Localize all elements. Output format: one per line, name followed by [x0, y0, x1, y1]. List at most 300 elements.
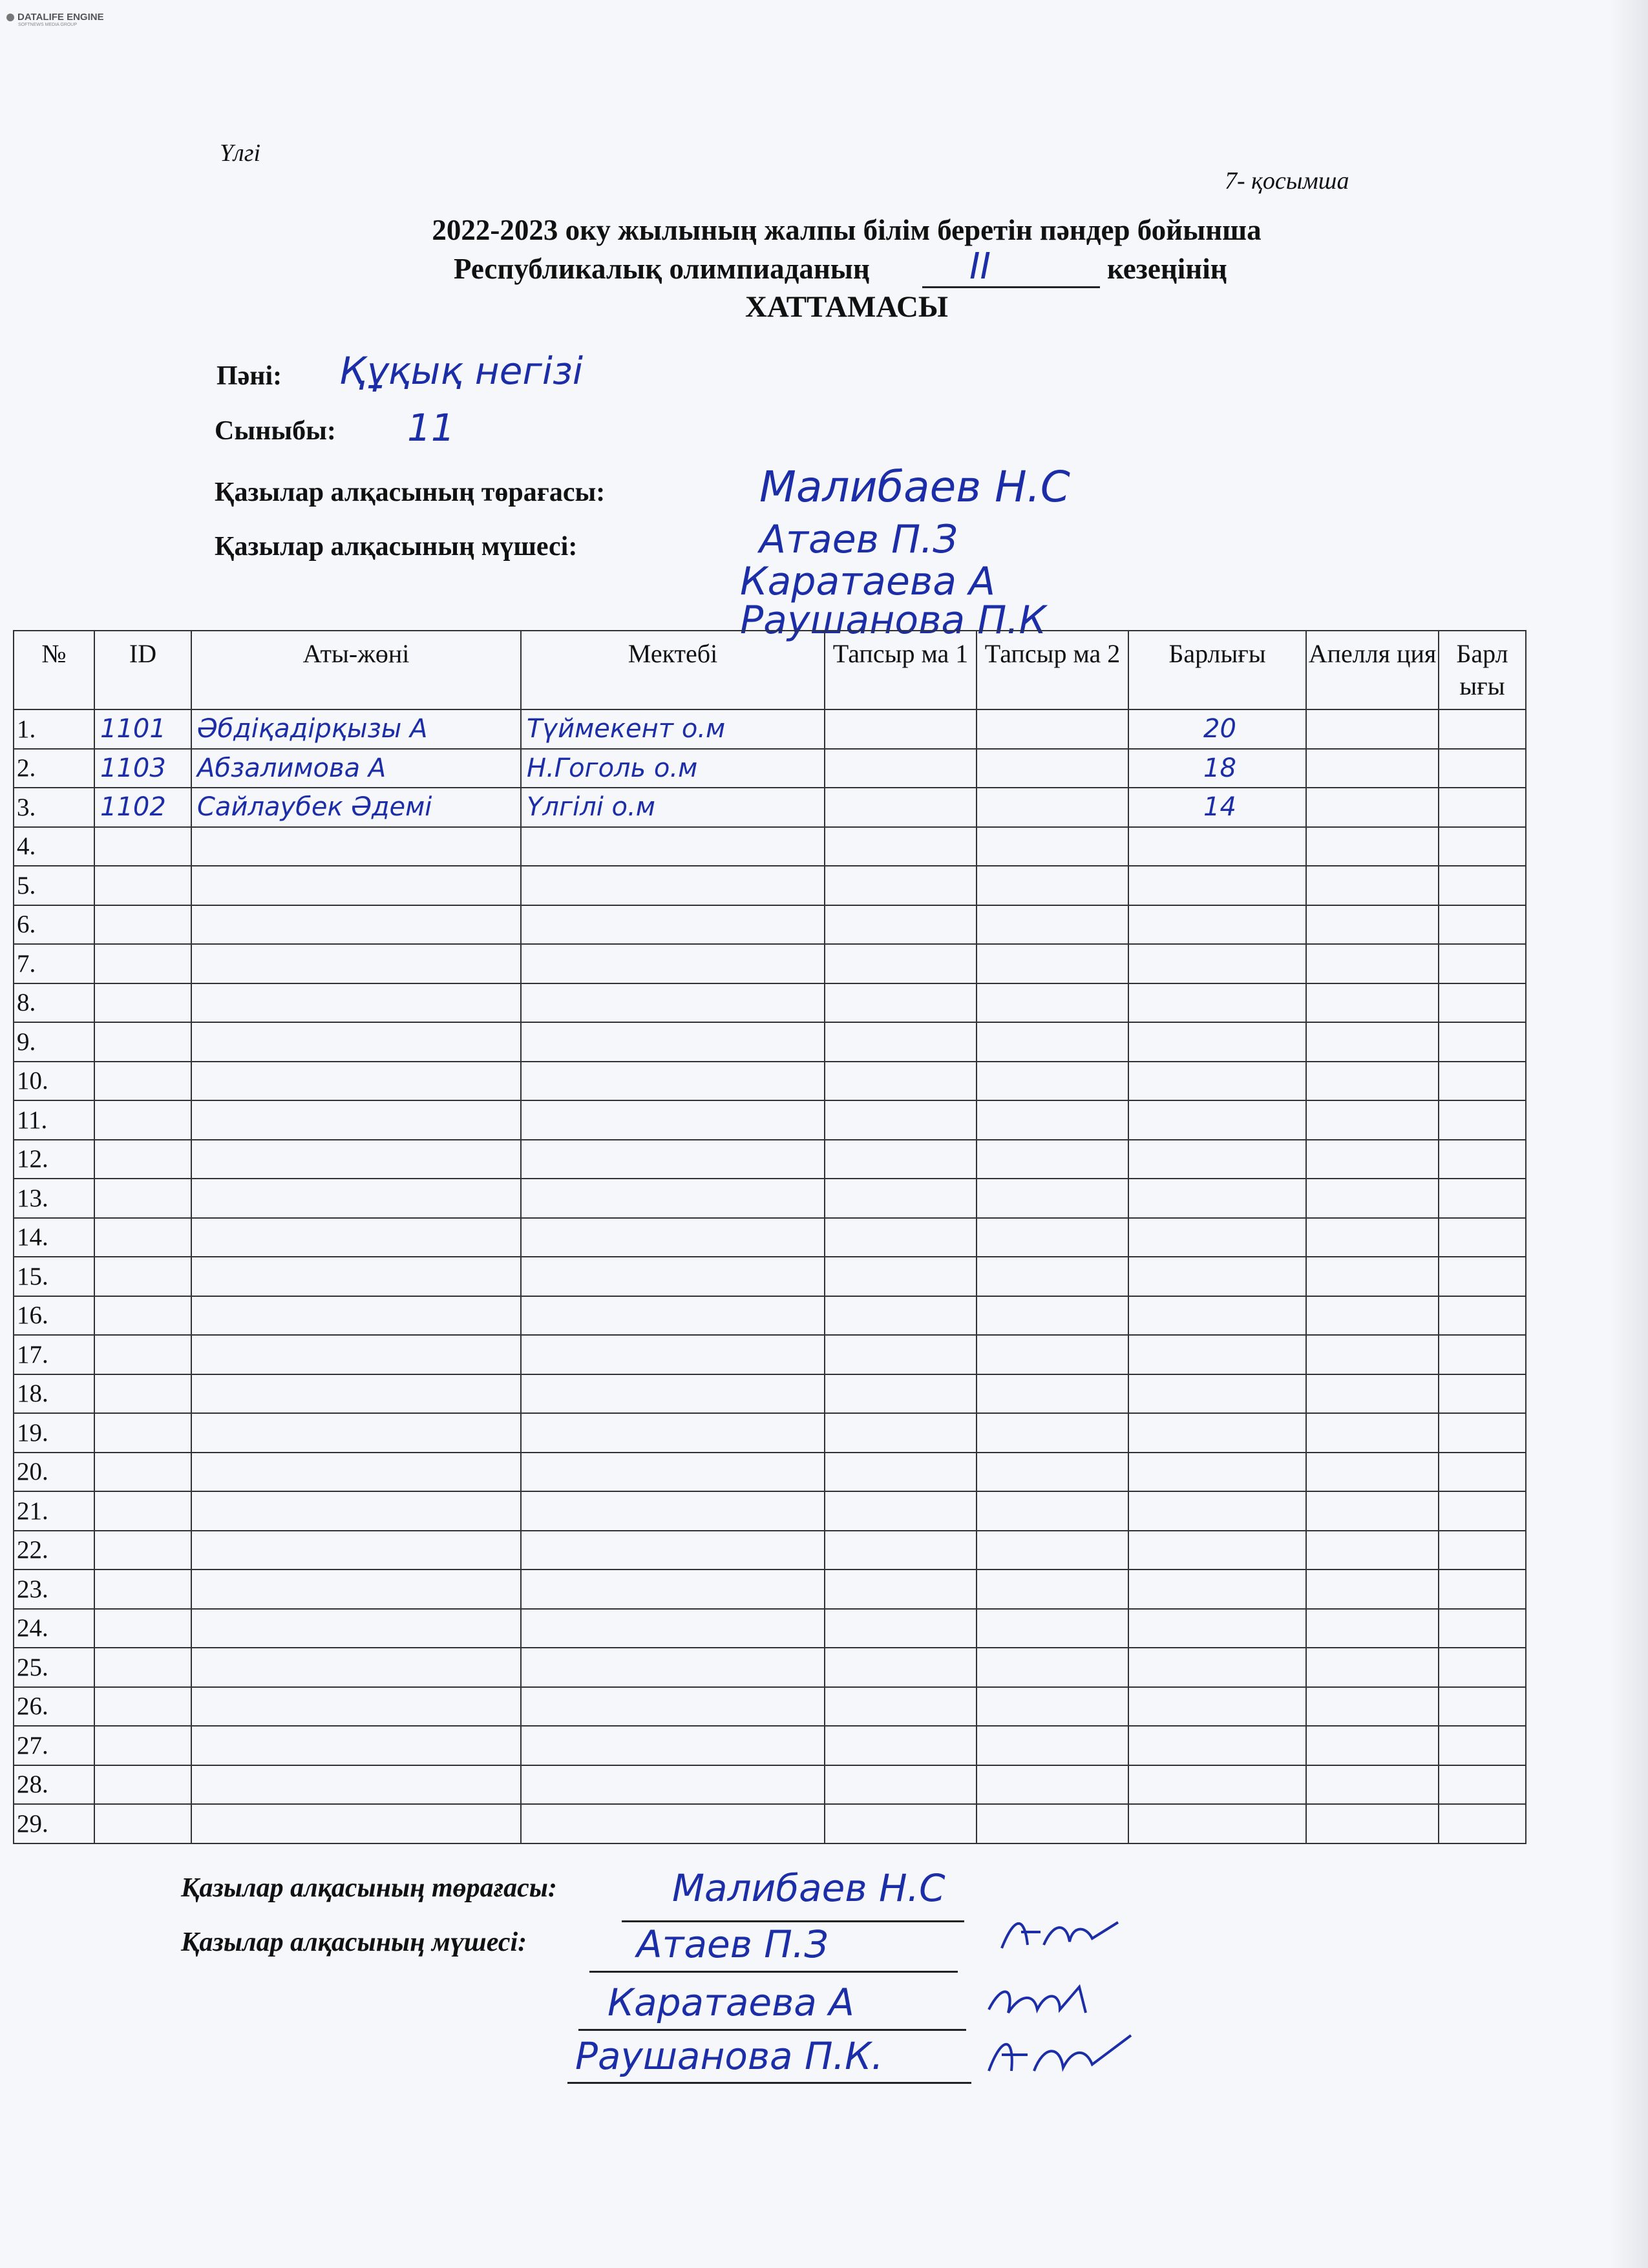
row-number: 25. [14, 1648, 94, 1687]
task-2-score [977, 1257, 1128, 1296]
school-name [521, 1218, 825, 1257]
total-score [1128, 1100, 1306, 1140]
title-line-1: 2022-2023 оку жылының жалпы білім беретін пәндер бойынша [432, 214, 1262, 246]
footer-member-2: Каратаева А [607, 1980, 854, 2024]
table-header-row [14, 631, 1526, 709]
student-id [94, 1648, 191, 1687]
student-name: Әбдіқадірқызы А [191, 709, 521, 749]
appeal-score [1306, 1531, 1439, 1570]
final-total [1439, 1413, 1526, 1453]
table-row [14, 788, 1526, 827]
student-name [191, 1140, 521, 1179]
final-total [1439, 1022, 1526, 1062]
final-total [1439, 1374, 1526, 1414]
table-row [14, 983, 1526, 1023]
student-name [191, 1726, 521, 1765]
row-number: 19. [14, 1413, 94, 1453]
final-total [1439, 1765, 1526, 1805]
col-task-1: Тапсыр ма 1 [825, 631, 977, 709]
col-final-total: Барл ығы [1439, 631, 1526, 709]
school-name [521, 1609, 825, 1648]
watermark-sub: SOFTNEWS MEDIA GROUP [18, 23, 78, 27]
student-id [94, 827, 191, 866]
task-1-score [825, 1296, 977, 1336]
row-number: 29. [14, 1804, 94, 1843]
student-id [94, 1257, 191, 1296]
appeal-score [1306, 1453, 1439, 1492]
school-name [521, 1453, 825, 1492]
results-table [13, 630, 1527, 1844]
school-name [521, 1726, 825, 1765]
table-row [14, 1296, 1526, 1336]
student-id [94, 1726, 191, 1765]
footer-member-label: Қазылар алқасының мүшесі: [181, 1927, 527, 1957]
scan-edge-shadow [1609, 0, 1648, 2268]
student-id [94, 1374, 191, 1414]
student-name [191, 1179, 521, 1218]
school-name: Үлгілі о.м [521, 788, 825, 827]
row-number: 16. [14, 1296, 94, 1336]
table-row [14, 1804, 1526, 1843]
school-name [521, 1022, 825, 1062]
member-1: Атаев П.З [759, 517, 958, 562]
appeal-score [1306, 1413, 1439, 1453]
school-name [521, 1335, 825, 1374]
table-row [14, 709, 1526, 749]
table-row [14, 1491, 1526, 1531]
task-1-score [825, 1453, 977, 1492]
student-name [191, 905, 521, 945]
task-2-score [977, 1804, 1128, 1843]
final-total [1439, 1140, 1526, 1179]
row-number: 27. [14, 1726, 94, 1765]
total-score [1128, 1335, 1306, 1374]
task-1-score [825, 749, 977, 788]
task-2-score [977, 788, 1128, 827]
student-id [94, 1687, 191, 1727]
student-id [94, 983, 191, 1023]
final-total [1439, 1491, 1526, 1531]
student-name: Абзалимова А [191, 749, 521, 788]
appeal-score [1306, 1335, 1439, 1374]
student-name [191, 944, 521, 983]
member-3: Раушанова П.К [740, 598, 1047, 643]
chair-label: Қазылар алқасының төрағасы: [215, 478, 606, 507]
school-name [521, 1374, 825, 1414]
task-2-score [977, 1609, 1128, 1648]
appeal-score [1306, 1804, 1439, 1843]
student-id [94, 1062, 191, 1101]
appeal-score [1306, 1062, 1439, 1101]
student-name [191, 1022, 521, 1062]
appendix-label: 7- қосымша [1225, 167, 1349, 194]
appeal-score [1306, 1687, 1439, 1727]
task-1-score [825, 788, 977, 827]
member-2: Каратаева А [740, 559, 996, 604]
student-name [191, 1491, 521, 1531]
table-row [14, 1726, 1526, 1765]
signature-1 [995, 1909, 1125, 1961]
total-score [1128, 1531, 1306, 1570]
footer-member-1: Атаев П.З [637, 1922, 829, 1966]
table-row [14, 1609, 1526, 1648]
task-1-score [825, 709, 977, 749]
final-total [1439, 1609, 1526, 1648]
final-total [1439, 1570, 1526, 1609]
table-row [14, 827, 1526, 866]
school-name [521, 1531, 825, 1570]
table-row [14, 1179, 1526, 1218]
task-2-score [977, 1687, 1128, 1727]
footer-chair-value: Малибаев Н.С [672, 1866, 945, 1910]
table-row [14, 1062, 1526, 1101]
student-name [191, 1570, 521, 1609]
appeal-score [1306, 709, 1439, 749]
task-2-score [977, 1296, 1128, 1336]
task-1-score [825, 1413, 977, 1453]
student-id: 1103 [94, 749, 191, 788]
total-score [1128, 1257, 1306, 1296]
watermark-logo-icon [6, 14, 14, 21]
school-name [521, 944, 825, 983]
appeal-score [1306, 1179, 1439, 1218]
task-2-score [977, 1453, 1128, 1492]
appeal-score [1306, 983, 1439, 1023]
student-id [94, 866, 191, 905]
total-score [1128, 1140, 1306, 1179]
task-1-score [825, 1257, 977, 1296]
school-name: Түймекент о.м [521, 709, 825, 749]
student-name [191, 1062, 521, 1101]
table-row [14, 1531, 1526, 1570]
student-name [191, 1687, 521, 1727]
school-name [521, 1687, 825, 1727]
table-row [14, 905, 1526, 945]
table-row [14, 1140, 1526, 1179]
row-number: 17. [14, 1335, 94, 1374]
task-2-score [977, 1648, 1128, 1687]
row-number: 5. [14, 866, 94, 905]
school-name: Н.Гоголь о.м [521, 749, 825, 788]
school-name [521, 866, 825, 905]
appeal-score [1306, 1100, 1439, 1140]
task-2-score [977, 1726, 1128, 1765]
total-score [1128, 1179, 1306, 1218]
school-name [521, 1062, 825, 1101]
student-name [191, 1648, 521, 1687]
school-name [521, 983, 825, 1023]
appeal-score [1306, 1491, 1439, 1531]
appeal-score [1306, 905, 1439, 945]
student-id [94, 1218, 191, 1257]
task-1-score [825, 1726, 977, 1765]
final-total [1439, 1100, 1526, 1140]
student-name [191, 1296, 521, 1336]
task-1-score [825, 1531, 977, 1570]
appeal-score [1306, 1140, 1439, 1179]
task-1-score [825, 866, 977, 905]
school-name [521, 1648, 825, 1687]
task-1-score [825, 1062, 977, 1101]
table-row [14, 1570, 1526, 1609]
final-total [1439, 1062, 1526, 1101]
appeal-score [1306, 1218, 1439, 1257]
table-row [14, 1218, 1526, 1257]
student-id [94, 1413, 191, 1453]
school-name [521, 1179, 825, 1218]
row-number: 10. [14, 1062, 94, 1101]
final-total [1439, 1257, 1526, 1296]
task-1-score [825, 983, 977, 1023]
task-2-score [977, 1531, 1128, 1570]
task-2-score [977, 1140, 1128, 1179]
school-name [521, 1804, 825, 1843]
task-1-score [825, 1648, 977, 1687]
task-2-score [977, 1218, 1128, 1257]
task-1-score [825, 1765, 977, 1805]
title-line-2-start: Республикалық олимпиаданың [454, 253, 870, 285]
table-row [14, 1100, 1526, 1140]
appeal-score [1306, 1570, 1439, 1609]
title-line-2-end: кезеңінің [1107, 253, 1227, 285]
school-name [521, 1570, 825, 1609]
chair-value: Малибаев Н.С [759, 462, 1070, 512]
col-id: ID [94, 631, 191, 709]
final-total [1439, 1531, 1526, 1570]
task-2-score [977, 827, 1128, 866]
row-number: 13. [14, 1179, 94, 1218]
final-total [1439, 709, 1526, 749]
row-number: 3. [14, 788, 94, 827]
appeal-score [1306, 827, 1439, 866]
row-number: 26. [14, 1687, 94, 1727]
final-total [1439, 983, 1526, 1023]
total-score [1128, 1765, 1306, 1805]
task-2-score [977, 1491, 1128, 1531]
student-id [94, 1491, 191, 1531]
student-id: 1102 [94, 788, 191, 827]
task-2-score [977, 709, 1128, 749]
row-number: 6. [14, 905, 94, 945]
col-number: № [14, 631, 94, 709]
table-row [14, 1022, 1526, 1062]
total-score: 18 [1128, 749, 1306, 788]
appeal-score [1306, 1648, 1439, 1687]
school-name [521, 1140, 825, 1179]
footer-chair-label: Қазылар алқасының төрағасы: [181, 1873, 557, 1903]
watermark [6, 12, 104, 27]
task-2-score [977, 866, 1128, 905]
task-1-score [825, 1335, 977, 1374]
school-name [521, 827, 825, 866]
student-id [94, 1765, 191, 1805]
task-2-score [977, 1335, 1128, 1374]
total-score [1128, 827, 1306, 866]
final-total [1439, 827, 1526, 866]
row-number: 18. [14, 1374, 94, 1414]
row-number: 1. [14, 709, 94, 749]
school-name [521, 905, 825, 945]
student-id [94, 1022, 191, 1062]
appeal-score [1306, 1257, 1439, 1296]
student-id [94, 1100, 191, 1140]
final-total [1439, 749, 1526, 788]
task-2-score [977, 1022, 1128, 1062]
school-name [521, 1413, 825, 1453]
total-score [1128, 1648, 1306, 1687]
stage-value: ІІ [969, 246, 991, 288]
table-row [14, 1765, 1526, 1805]
final-total [1439, 1648, 1526, 1687]
student-id [94, 1453, 191, 1492]
appeal-score [1306, 749, 1439, 788]
task-1-score [825, 1022, 977, 1062]
row-number: 8. [14, 983, 94, 1023]
table-row [14, 1335, 1526, 1374]
student-id [94, 1531, 191, 1570]
final-total [1439, 1687, 1526, 1727]
final-total [1439, 1335, 1526, 1374]
task-1-score [825, 827, 977, 866]
task-1-score [825, 1140, 977, 1179]
row-number: 15. [14, 1257, 94, 1296]
student-id [94, 1140, 191, 1179]
table-row [14, 1413, 1526, 1453]
task-1-score [825, 1570, 977, 1609]
subject-value: Құқық негізі [339, 349, 583, 393]
subject-label: Пәні: [217, 361, 282, 391]
task-1-score [825, 1374, 977, 1414]
student-id [94, 1804, 191, 1843]
stage-underline [922, 255, 1100, 288]
task-2-score [977, 905, 1128, 945]
row-number: 9. [14, 1022, 94, 1062]
col-school: Мектебі [521, 631, 825, 709]
student-id [94, 1335, 191, 1374]
page-title: ХАТТАМАСЫ [745, 290, 949, 324]
total-score [1128, 1687, 1306, 1727]
table-row [14, 1453, 1526, 1492]
student-name [191, 1531, 521, 1570]
task-2-score [977, 944, 1128, 983]
appeal-score [1306, 944, 1439, 983]
col-total: Барлығы [1128, 631, 1306, 709]
appeal-score [1306, 866, 1439, 905]
final-total [1439, 1726, 1526, 1765]
grade-label: Сыныбы: [215, 416, 336, 446]
appeal-score [1306, 1726, 1439, 1765]
task-1-score [825, 1218, 977, 1257]
student-name [191, 1218, 521, 1257]
total-score [1128, 1804, 1306, 1843]
task-1-score [825, 1179, 977, 1218]
school-name [521, 1491, 825, 1531]
final-total [1439, 1179, 1526, 1218]
task-1-score [825, 905, 977, 945]
total-score [1128, 1726, 1306, 1765]
row-number: 2. [14, 749, 94, 788]
row-number: 28. [14, 1765, 94, 1805]
row-number: 4. [14, 827, 94, 866]
total-score [1128, 905, 1306, 945]
final-total [1439, 1218, 1526, 1257]
student-name [191, 1374, 521, 1414]
task-2-score [977, 983, 1128, 1023]
total-score [1128, 1609, 1306, 1648]
table-row [14, 1687, 1526, 1727]
total-score [1128, 1062, 1306, 1101]
school-name [521, 1765, 825, 1805]
table-row [14, 749, 1526, 788]
student-name [191, 1100, 521, 1140]
task-2-score [977, 749, 1128, 788]
student-name [191, 1257, 521, 1296]
student-name [191, 1804, 521, 1843]
total-score [1128, 1022, 1306, 1062]
table-row [14, 944, 1526, 983]
signature-2 [976, 1974, 1105, 2026]
col-task-2: Тапсыр ма 2 [977, 631, 1128, 709]
task-1-score [825, 1491, 977, 1531]
student-id [94, 944, 191, 983]
total-score [1128, 1218, 1306, 1257]
student-id [94, 1570, 191, 1609]
total-score [1128, 1374, 1306, 1414]
row-number: 22. [14, 1531, 94, 1570]
student-name [191, 1609, 521, 1648]
col-appeal: Апелля ция [1306, 631, 1439, 709]
student-name [191, 1453, 521, 1492]
final-total [1439, 1453, 1526, 1492]
appeal-score [1306, 1296, 1439, 1336]
watermark-brand: DATALIFE ENGINE [17, 12, 104, 23]
task-1-score [825, 1804, 977, 1843]
table-row [14, 866, 1526, 905]
student-name [191, 866, 521, 905]
signature-3 [982, 2026, 1137, 2084]
sample-label: Үлгі [220, 140, 261, 167]
table-row [14, 1374, 1526, 1414]
task-2-score [977, 1570, 1128, 1609]
row-number: 11. [14, 1100, 94, 1140]
total-score [1128, 1570, 1306, 1609]
total-score: 14 [1128, 788, 1306, 827]
footer-member-3: Раушанова П.К. [575, 2034, 883, 2078]
row-number: 21. [14, 1491, 94, 1531]
total-score [1128, 1453, 1306, 1492]
col-name: Аты-жөні [191, 631, 521, 709]
student-name [191, 1413, 521, 1453]
table-row [14, 1257, 1526, 1296]
task-2-score [977, 1062, 1128, 1101]
student-name [191, 1335, 521, 1374]
total-score [1128, 944, 1306, 983]
member-label: Қазылар алқасының мүшесі: [215, 532, 578, 562]
appeal-score [1306, 1022, 1439, 1062]
row-number: 14. [14, 1218, 94, 1257]
task-2-score [977, 1179, 1128, 1218]
school-name [521, 1100, 825, 1140]
school-name [521, 1296, 825, 1336]
final-total [1439, 1296, 1526, 1336]
final-total [1439, 944, 1526, 983]
student-id: 1101 [94, 709, 191, 749]
grade-value: 11 [407, 406, 455, 450]
final-total [1439, 1804, 1526, 1843]
row-number: 24. [14, 1609, 94, 1648]
school-name [521, 1257, 825, 1296]
task-2-score [977, 1100, 1128, 1140]
